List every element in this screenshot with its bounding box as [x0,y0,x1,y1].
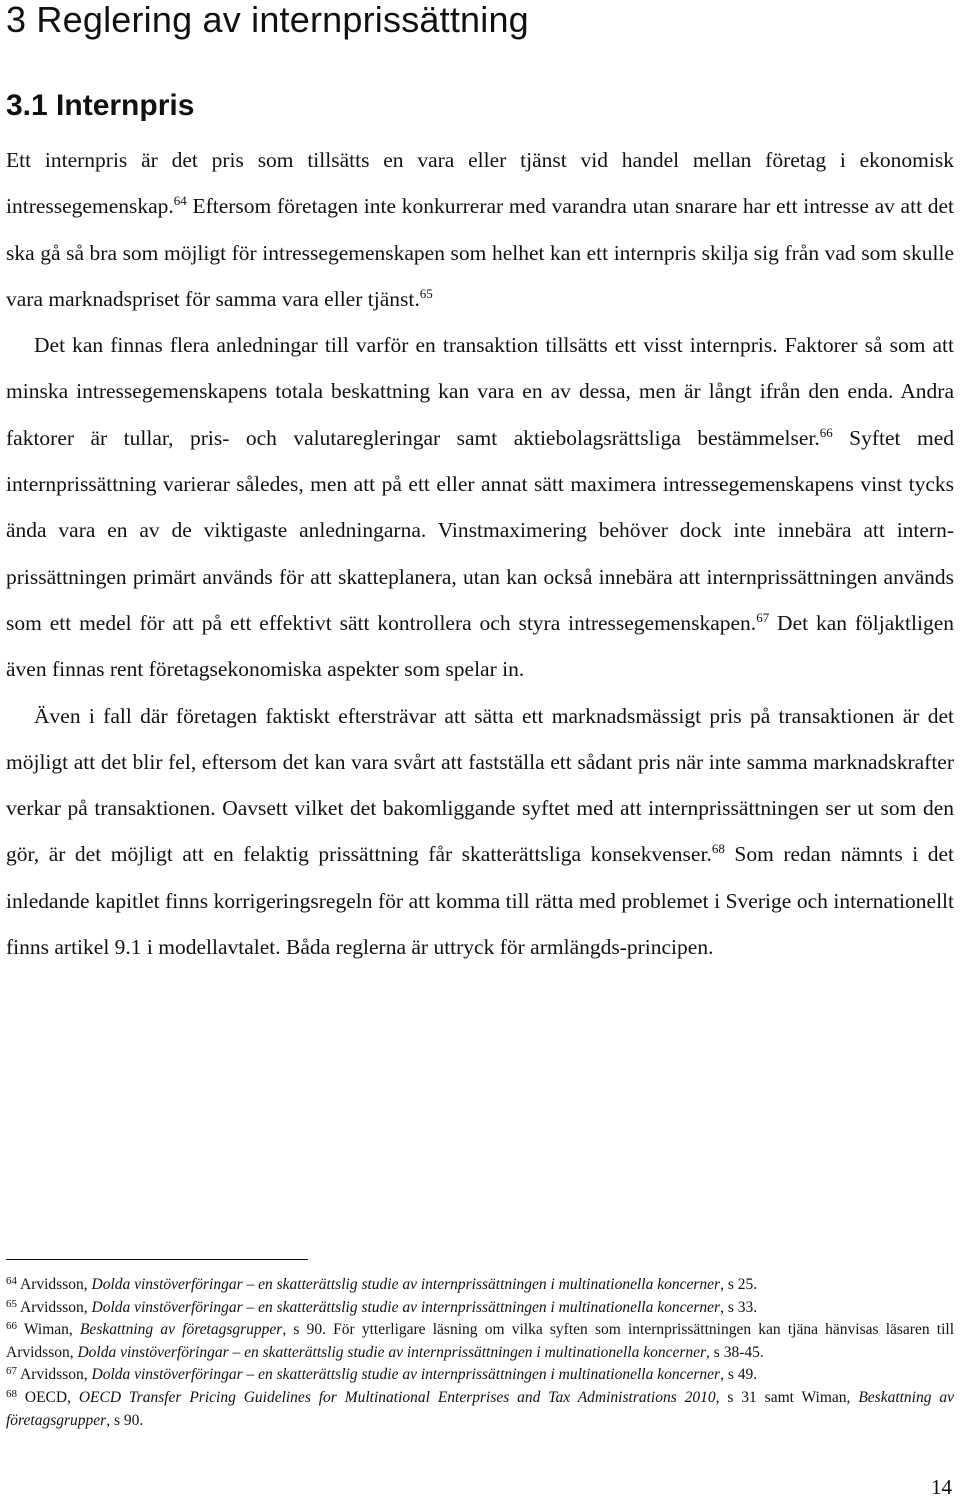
footnote-text: Wiman, [17,1321,80,1339]
footnote-text: , s 90. [106,1411,144,1429]
footnote [6,1274,954,1297]
footnote-text: , s 38-45. [706,1343,764,1361]
paragraph-text: Det kan finnas flera anledningar till varför en transaktion tillsätts ett visst internpris. Faktorer så som att minska intressegemenskapens totala beskattning kan vara en av dessa, men är långt ifrån den enda. Andra faktorer är tullar, pris- och valutaregleringar samt aktiebolagsrättsliga bestämmelser. [6,333,954,450]
footnote-text: OECD, [17,1388,79,1406]
body-text [6,137,954,970]
paragraph-text: Ett internpris är det pris som tillsätts en vara eller tjänst vid handel mellan företag i ekonomisk intressegemenskap. [6,148,954,219]
footnote-text: , s 90. För ytterligare läsning om vilka syften som internprissättningen kan tjäna hänvisas läsaren till Arvidsson, [6,1321,954,1361]
footnote-ref: 64 [173,193,187,209]
footnote-separator [6,1259,308,1260]
citation-title: Dolda vinstöverföringar – en skatterättslig studie av internprissättningen i multinationella koncerner [91,1276,721,1293]
page-number: 14 [931,1475,952,1499]
footnote [6,1387,954,1432]
paragraph [6,137,954,322]
footnote-number: 64 [6,1275,17,1287]
citation-title: Dolda vinstöverföringar – en skatterättslig studie av internprissättningen i multinationella koncerner [91,1298,721,1316]
footnote-ref: 67 [756,609,770,625]
footnote [6,1319,954,1364]
footnote [6,1297,954,1320]
footnote-text: , s 33. [720,1298,758,1316]
citation-title: Dolda vinstöverföringar – en skatterättslig studie av internprissättningen i multinationella koncerner [77,1343,707,1361]
footnote-text: , s 25. [720,1276,758,1293]
footnote-number: 67 [6,1365,17,1378]
footnote-text: , s 49. [720,1366,758,1384]
footnote-text: Arvidsson, [17,1276,92,1293]
paragraph [6,693,954,971]
paragraph-text: Syftet med internprissättning varierar således, men att på ett eller annat sätt maximera intressegemenskapens vinst tycks ända vara en av de viktigaste anledningarna. Vinstmaximering behöver dock inte innebära att intern-prissättningen primärt används för att skatteplanera, utan kan också innebära att internprissättningen används som ett medel för att på ett effektivt sätt kontrollera och styra intressegemenskapen. [6,425,954,635]
paragraph-text: Eftersom företagen inte konkurrerar med varandra utan snarare har ett intresse av att det ska gå så bra som möjligt för intressegemenskapen som helhet kan ett internpris skilja sig från vad som skulle vara marknadspriset för samma vara eller tjänst. [6,194,954,311]
citation-title: OECD Transfer Pricing Guidelines for Multinational Enterprises and Tax Administrations 2010 [78,1388,716,1406]
footnote-ref: 68 [711,841,725,857]
footnote-ref: 65 [419,285,433,301]
footnotes [6,1274,954,1432]
footnote-text: Arvidsson, [17,1298,92,1316]
footnote-number: 68 [6,1387,17,1400]
footnote-ref: 66 [819,424,833,440]
footnote-text: , s 31 samt Wiman, [715,1388,859,1406]
paragraph [6,322,954,692]
footnote-text: Arvidsson, [17,1366,92,1384]
chapter-heading: 3 Reglering av internprissättning [6,0,529,40]
citation-title: Beskattning av företagsgrupper [79,1321,283,1339]
section-heading: 3.1 Internpris [6,89,195,122]
paragraph-text: Det kan följaktligen även finnas rent företagsekonomiska aspekter som spelar in. [6,610,955,682]
citation-title: Dolda vinstöverföringar – en skatterättslig studie av internprissättningen i multinationella koncerner [91,1366,721,1384]
paragraph-text: Även i fall där företagen faktiskt eftersträvar att sätta ett marknadsmässigt pris på transaktionen är det möjligt att det blir fel, eftersom det kan vara svårt att fastställa ett sådant pris när inte samma marknadskrafter verkar på transaktionen. Oavsett vilket det bakomliggande syftet med att internprissättningen ser ut som den gör, är det möjligt att en felaktig prissättning får skatterättsliga konsekvenser. [6,703,954,867]
citation-title: Beskattning av företagsgrupper [6,1388,954,1429]
paragraph-text: Som redan nämnts i det inledande kapitlet finns korrigeringsregeln för att komma till rätta med problemet i Sverige och internationellt finns artikel 9.1 i modellavtalet. Båda reglerna är uttryck för armlängds-principen. [6,842,955,960]
footnote-number: 66 [6,1320,17,1333]
footnote [6,1364,954,1387]
footnote-number: 65 [6,1297,17,1310]
